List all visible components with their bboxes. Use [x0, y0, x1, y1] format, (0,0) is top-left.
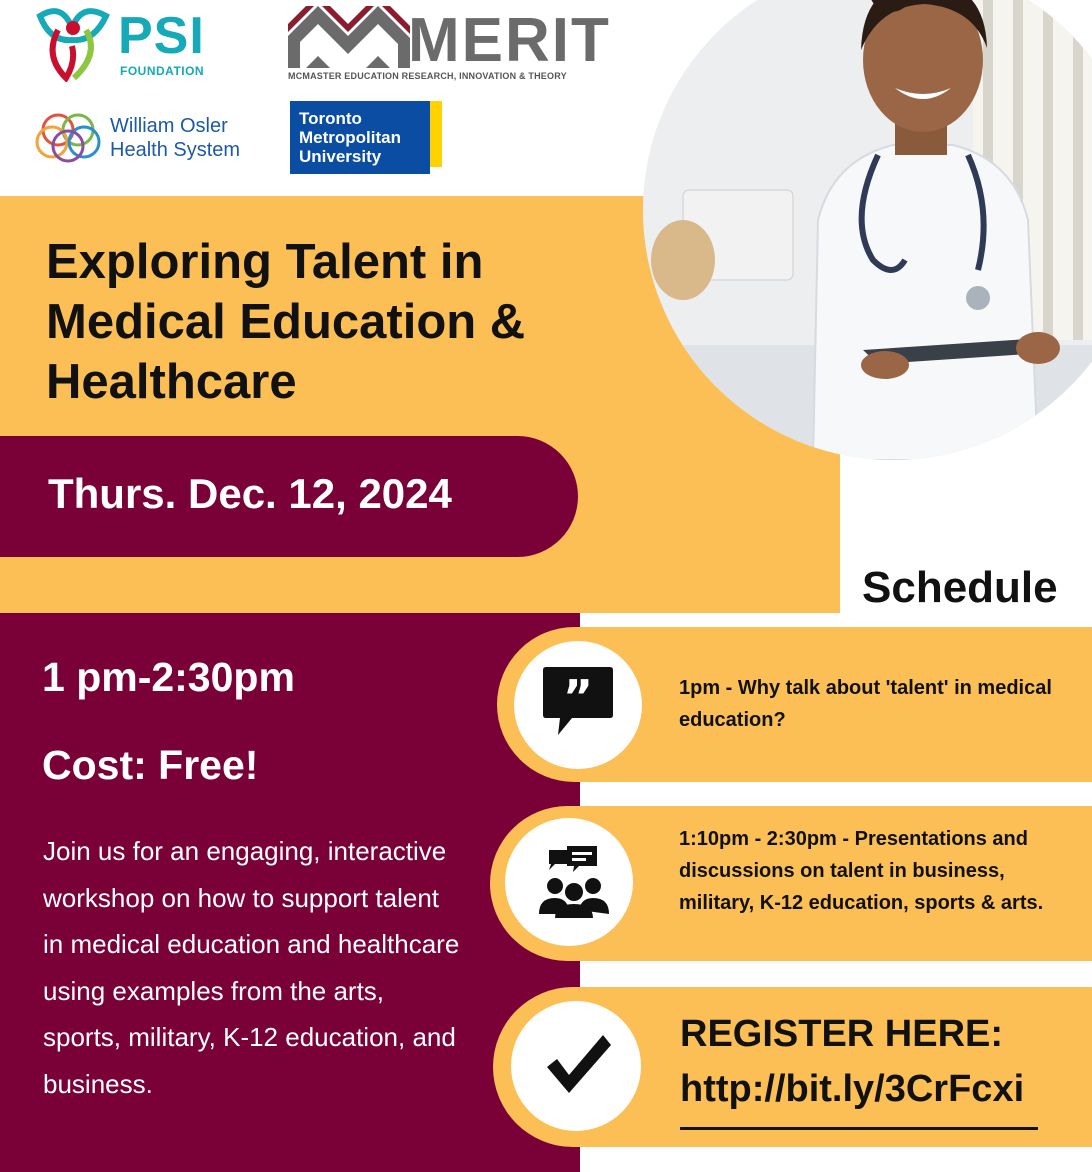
event-time: 1 pm-2:30pm — [42, 654, 295, 700]
title-line-2: Medical Education & — [46, 295, 526, 349]
psi-foundation-logo — [32, 6, 207, 81]
merit-logo — [288, 4, 613, 84]
osler-line-2: Health System — [110, 139, 241, 161]
merit-wordmark: MERIT — [408, 6, 611, 75]
register-link-underline — [680, 1127, 1038, 1130]
tmu-line-1: Toronto — [299, 109, 362, 128]
svg-text:”: ” — [562, 670, 594, 724]
schedule-item-2-icon-circle — [505, 818, 633, 946]
tmu-yellow-bar — [430, 101, 442, 167]
schedule-item-2-text: 1:10pm - 2:30pm - Presentations and discussions on talent in business, military, K-12 education, sports & arts. — [679, 828, 1044, 914]
event-description: Join us for an engaging, interactive workshop on how to support talent in medical education and healthcare using examples from the arts, sports, military, K-12 education, and business. — [43, 836, 460, 1099]
william-osler-logo — [34, 108, 259, 168]
psi-subtitle: FOUNDATION — [120, 64, 205, 78]
tmu-line-2: Metropolitan — [299, 128, 401, 147]
schedule-heading: Schedule — [862, 563, 1058, 612]
title-line-3: Healthcare — [46, 355, 297, 409]
event-cost: Cost: Free! — [42, 742, 259, 788]
schedule-item-1-text: 1pm - Why talk about 'talent' in medical education? — [679, 677, 1052, 731]
event-title — [46, 232, 626, 412]
osler-rings-icon — [34, 110, 104, 164]
group-discussion-icon — [505, 818, 633, 946]
schedule-item-1-icon-circle — [514, 641, 642, 769]
register-link[interactable]: http://bit.ly/3CrFcxi — [680, 1068, 1025, 1110]
merit-roof-icon — [288, 6, 410, 68]
register-icon-circle — [511, 1001, 641, 1131]
event-date: Thurs. Dec. 12, 2024 — [48, 470, 452, 517]
speech-bubble-quote-icon — [514, 641, 642, 769]
tmu-line-3: University — [299, 147, 382, 166]
title-line-1: Exploring Talent in — [46, 235, 484, 289]
tmu-name — [299, 109, 401, 166]
psi-wordmark: PSI — [118, 7, 205, 65]
osler-line-1: William Osler — [110, 115, 228, 137]
register-label: REGISTER HERE: — [680, 1013, 1004, 1055]
osler-name — [110, 114, 240, 162]
psi-emblem-icon — [32, 6, 114, 82]
checkmark-icon — [511, 1001, 641, 1131]
merit-subtitle: MCMASTER EDUCATION RESEARCH, INNOVATION & THEORY — [288, 71, 567, 81]
tmu-logo — [290, 101, 442, 174]
